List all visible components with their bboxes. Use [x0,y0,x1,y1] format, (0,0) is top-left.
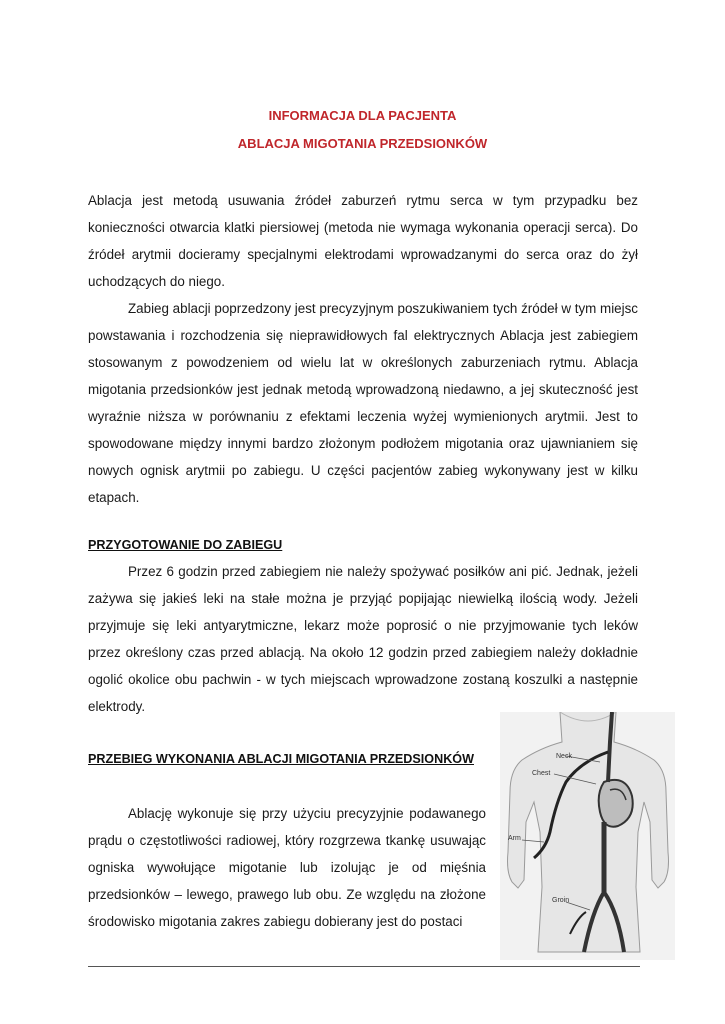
document-subtitle: ABLACJA MIGOTANIA PRZEDSIONKÓW [237,136,488,151]
procedure-heading: PRZEBIEG WYKONANIA ABLACJI MIGOTANIA PRZEDSIONKÓW [88,752,474,766]
preparation-paragraph: Przez 6 godzin przed zabiegiem nie należy spożywać posiłków ani pić. Jednak, jeżeli zażywa się jakieś leki na stałe można je przyjąć popijając niewielką ilością wody. Jeżeli przyjmuje się leki antyarytmiczne, lekarz może poprosić o nie przyjmowanie tych leków przez określony czas przed ablacją. Na około 12 godzin przed zabiegiem należy dokładnie ogolić okolice obu pachwin - w tych miejscach wprowadzone zostaną koszulki a następnie elektrody. [88,564,638,714]
groin-label: Groin [552,897,570,904]
catheter-anatomy-illustration [500,712,675,960]
preparation-heading: PRZYGOTOWANIE DO ZABIEGU [88,538,283,552]
intro-paragraph-1: Ablacja jest metodą usuwania źródeł zaburzeń rytmu serca w tym przypadku bez konieczności otwarcia klatki piersiowej (metoda nie wymaga wykonania operacji serca). Do źródeł arytmii docieramy specjalnymi elektrodami wprowadzanymi do serca oraz do żył uchodzących do niego. [88,193,638,289]
document-title: INFORMACJA DLA PACJENTA [268,108,457,123]
arm-label: Arm [508,835,521,842]
neck-label: Neck [556,753,572,760]
procedure-paragraph: Ablację wykonuje się przy użyciu precyzyjnie podawanego prądu o częstotliwości radiowej, który rozgrzewa tkankę usuwając ogniska wywołujące migotanie lub izolując je od mięśnia przedsionków – lewego, prawego lub obu. Ze względu na złożone środowisko migotania zakres zabiegu dobierany jest do postaci [88,806,486,929]
intro-paragraph-2: Zabieg ablacji poprzedzony jest precyzyjnym poszukiwaniem tych źródeł w tym miejsc powstawania i rozchodzenia się nieprawidłowych fal elektrycznych Ablacja jest zabiegiem stosowanym z powodzeniem od wielu lat w określonych zaburzeniach rytmu. Ablacja migotania przedsionków jest jednak metodą wprowadzoną niedawno, a jej skuteczność jest wyraźnie niższa w porównaniu z efektami leczenia wyżej wymienionych arytmii. Jest to spowodowane między innymi bardzo złożonym podłożem migotania oraz ujawnianiem się nowych ognisk arytmii po zabiegu. U części pacjentów zabieg wykonywany jest w kilku etapach. [88,301,638,505]
footer-divider [88,966,640,967]
chest-label: Chest [532,770,551,777]
